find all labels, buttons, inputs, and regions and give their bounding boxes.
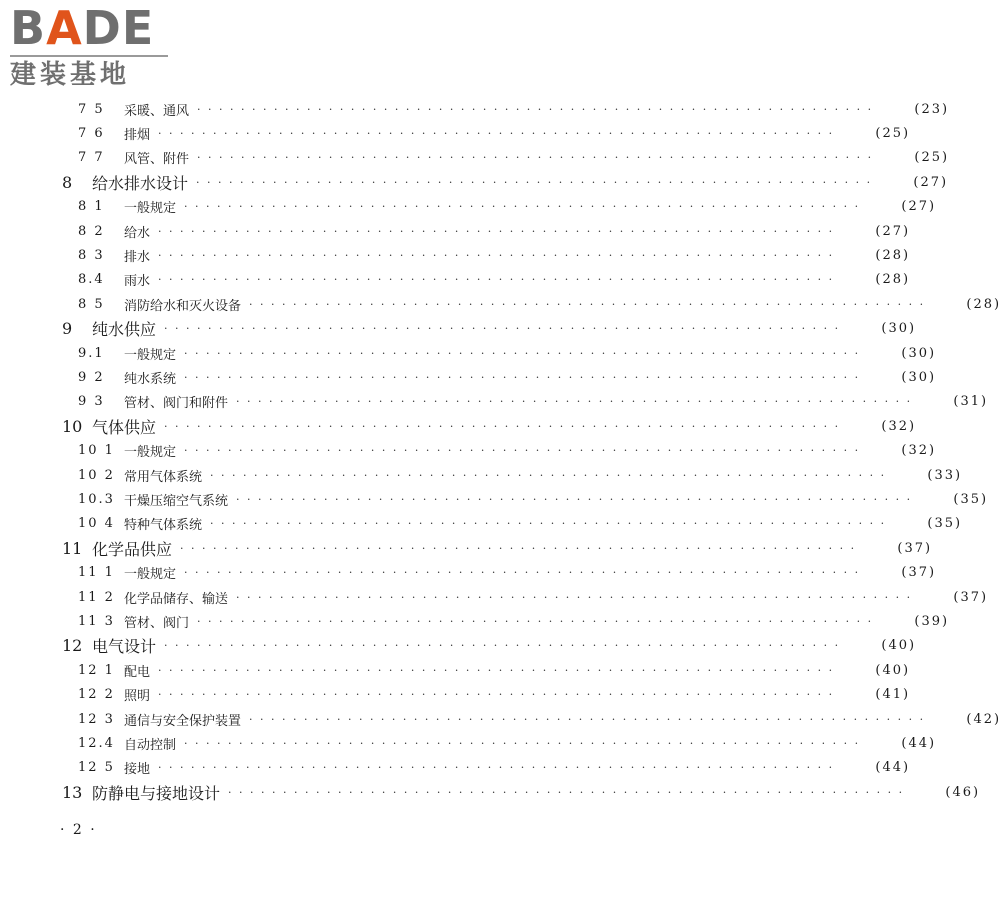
entry-title: 一般规定	[124, 201, 177, 217]
entry-number: 8.4	[78, 272, 105, 288]
toc-section-entry	[0, 707, 1001, 731]
toc-chapter-entry	[0, 317, 917, 341]
entry-title: 特种气体系统	[124, 518, 203, 534]
entry-title: 干燥压缩空气系统	[124, 493, 229, 509]
dot-leader: · · · · · · · · · · · · · · · · · · · · · · · · · · · · · · · · · · · · · · · · · · · · · · · · · · · · · · · · · · · · · ·	[164, 419, 841, 433]
entry-title: 给水排水设计	[92, 173, 189, 193]
dot-leader: · · · · · · · · · · · · · · · · · · · · · · · · · · · · · · · · · · · · · · · · · · · · · · · · · · · · · · · · · · · · · ·	[184, 346, 861, 360]
toc-section-entry	[0, 195, 937, 219]
entry-number: 9.1	[78, 345, 105, 361]
entry-title: 化学品供应	[92, 539, 173, 559]
entry-number: 13	[62, 782, 83, 802]
entry-number: 11 3	[78, 613, 115, 629]
toc-chapter-entry	[0, 780, 981, 804]
toc-section-entry	[0, 97, 950, 121]
entry-page: (37)	[897, 540, 933, 556]
entry-page: (35)	[953, 491, 989, 507]
entry-title: 风管、附件	[124, 152, 190, 168]
dot-leader: · · · · · · · · · · · · · · · · · · · · · · · · · · · · · · · · · · · · · · · · · · · · · · · · · · · · · · · · · · · · · ·	[210, 517, 887, 531]
entry-title: 雨水	[124, 274, 151, 290]
dot-leader: · · · · · · · · · · · · · · · · · · · · · · · · · · · · · · · · · · · · · · · · · · · · · · · · · · · · · · · · · · · · · ·	[158, 688, 835, 702]
dot-leader: · · · · · · · · · · · · · · · · · · · · · · · · · · · · · · · · · · · · · · · · · · · · · · · · · · · · · · · · · · · · · ·	[210, 468, 887, 482]
toc-section-entry	[0, 658, 911, 682]
entry-title: 给水	[124, 225, 151, 241]
page-number: · 2 ·	[60, 822, 97, 838]
entry-page: (30)	[901, 345, 937, 361]
toc-section-entry	[0, 609, 950, 633]
entry-page: (32)	[881, 418, 917, 434]
dot-leader: · · · · · · · · · · · · · · · · · · · · · · · · · · · · · · · · · · · · · · · · · · · · · · · · · · · · · · · · · · · · · ·	[197, 614, 874, 628]
entry-title: 配电	[124, 664, 151, 680]
entry-title: 排烟	[124, 127, 151, 143]
dot-leader: · · · · · · · · · · · · · · · · · · · · · · · · · · · · · · · · · · · · · · · · · · · · · · · · · · · · · · · · · · · · · ·	[164, 639, 841, 653]
entry-page: (31)	[953, 394, 989, 410]
entry-title: 自动控制	[124, 737, 177, 753]
entry-number: 10.3	[78, 491, 115, 507]
entry-number: 8 1	[78, 199, 105, 215]
entry-page: (40)	[875, 662, 911, 678]
dot-leader: · · · · · · · · · · · · · · · · · · · · · · · · · · · · · · · · · · · · · · · · · · · · · · · · · · · · · · · · · · · · · ·	[164, 322, 841, 336]
entry-page: (44)	[901, 735, 937, 751]
entry-number: 8 3	[78, 247, 105, 263]
entry-title: 纯水供应	[92, 320, 157, 340]
entry-number: 7 6	[78, 125, 105, 141]
toc-section-entry	[0, 243, 911, 267]
toc-section-entry	[0, 487, 989, 511]
toc-chapter-entry	[0, 414, 917, 438]
entry-number: 12 2	[78, 687, 115, 703]
logo-subtitle: 建装基地	[10, 60, 131, 90]
entry-title: 排水	[124, 249, 151, 265]
entry-title: 管材、阀门	[124, 615, 190, 631]
entry-page: (37)	[901, 565, 937, 581]
entry-number: 10	[62, 416, 83, 436]
entry-number: 11 2	[78, 589, 115, 605]
entry-page: (28)	[875, 272, 911, 288]
dot-leader: · · · · · · · · · · · · · · · · · · · · · · · · · · · · · · · · · · · · · · · · · · · · · · · · · · · · · · · · · · · · · ·	[196, 175, 873, 189]
toc-section-entry	[0, 439, 937, 463]
toc-section-entry	[0, 146, 950, 170]
toc-section-entry	[0, 585, 989, 609]
entry-number: 9	[62, 319, 73, 339]
entry-page: (46)	[945, 784, 981, 800]
toc-section-entry	[0, 512, 963, 536]
entry-number: 11	[62, 538, 83, 558]
toc-chapter-entry	[0, 634, 917, 658]
entry-page: (35)	[927, 516, 963, 532]
entry-title: 采暖、通风	[124, 103, 190, 119]
entry-number: 7 5	[78, 101, 105, 117]
bade-logo	[10, 2, 180, 94]
entry-number: 8	[62, 172, 73, 192]
entry-number: 10 2	[78, 467, 115, 483]
toc-section-entry	[0, 219, 911, 243]
toc-section-entry	[0, 341, 937, 365]
entry-page: (39)	[914, 613, 950, 629]
entry-page: (33)	[927, 467, 963, 483]
dot-leader: · · · · · · · · · · · · · · · · · · · · · · · · · · · · · · · · · · · · · · · · · · · · · · · · · · · · · · · · · · · · · ·	[197, 102, 874, 116]
entry-number: 9 3	[78, 394, 105, 410]
entry-page: (28)	[875, 247, 911, 263]
logo-wordmark: BADE	[10, 1, 155, 55]
toc-section-entry	[0, 756, 911, 780]
toc-section-entry	[0, 683, 911, 707]
dot-leader: · · · · · · · · · · · · · · · · · · · · · · · · · · · · · · · · · · · · · · · · · · · · · · · · · · · · · · · · · · · · · ·	[184, 370, 861, 384]
entry-page: (30)	[881, 321, 917, 337]
entry-number: 12 1	[78, 662, 115, 678]
dot-leader: · · · · · · · · · · · · · · · · · · · · · · · · · · · · · · · · · · · · · · · · · · · · · · · · · · · · · · · · · · · · · ·	[228, 785, 905, 799]
toc-section-entry	[0, 268, 911, 292]
entry-title: 气体供应	[92, 417, 157, 437]
entry-title: 管材、阀门和附件	[124, 396, 229, 412]
dot-leader: · · · · · · · · · · · · · · · · · · · · · · · · · · · · · · · · · · · · · · · · · · · · · · · · · · · · · · · · · · · · · ·	[236, 395, 913, 409]
entry-title: 纯水系统	[124, 371, 177, 387]
entry-number: 12.4	[78, 735, 115, 751]
entry-page: (30)	[901, 369, 937, 385]
dot-leader: · · · · · · · · · · · · · · · · · · · · · · · · · · · · · · · · · · · · · · · · · · · · · · · · · · · · · · · · · · · · · ·	[184, 444, 861, 458]
toc-section-entry	[0, 121, 911, 145]
entry-title: 照明	[124, 689, 151, 705]
entry-number: 10 4	[78, 516, 115, 532]
dot-leader: · · · · · · · · · · · · · · · · · · · · · · · · · · · · · · · · · · · · · · · · · · · · · · · · · · · · · · · · · · · · · ·	[249, 297, 926, 311]
dot-leader: · · · · · · · · · · · · · · · · · · · · · · · · · · · · · · · · · · · · · · · · · · · · · · · · · · · · · · · · · · · · · ·	[236, 590, 913, 604]
dot-leader: · · · · · · · · · · · · · · · · · · · · · · · · · · · · · · · · · · · · · · · · · · · · · · · · · · · · · · · · · · · · · ·	[158, 224, 835, 238]
entry-title: 消防给水和灭火设备	[124, 298, 242, 314]
entry-title: 防静电与接地设计	[92, 783, 221, 803]
entry-number: 8 2	[78, 223, 105, 239]
entry-page: (40)	[881, 638, 917, 654]
entry-number: 9 2	[78, 369, 105, 385]
entry-number: 12 3	[78, 711, 115, 727]
toc-section-entry	[0, 292, 1001, 316]
dot-leader: · · · · · · · · · · · · · · · · · · · · · · · · · · · · · · · · · · · · · · · · · · · · · · · · · · · · · · · · · · · · · ·	[158, 126, 835, 140]
entry-page: (27)	[913, 174, 949, 190]
entry-number: 8 5	[78, 296, 105, 312]
entry-page: (27)	[901, 199, 937, 215]
entry-number: 7 7	[78, 150, 105, 166]
dot-leader: · · · · · · · · · · · · · · · · · · · · · · · · · · · · · · · · · · · · · · · · · · · · · · · · · · · · · · · · · · · · · ·	[158, 761, 835, 775]
entry-page: (37)	[953, 589, 989, 605]
logo-divider	[10, 55, 168, 57]
toc-section-entry	[0, 365, 937, 389]
entry-title: 一般规定	[124, 567, 177, 583]
dot-leader: · · · · · · · · · · · · · · · · · · · · · · · · · · · · · · · · · · · · · · · · · · · · · · · · · · · · · · · · · · · · · ·	[249, 712, 926, 726]
entry-number: 10 1	[78, 443, 115, 459]
entry-page: (32)	[901, 443, 937, 459]
entry-title: 接地	[124, 762, 151, 778]
entry-title: 电气设计	[92, 637, 157, 657]
entry-page: (42)	[966, 711, 1001, 727]
entry-title: 化学品储存、输送	[124, 591, 229, 607]
entry-page: (25)	[875, 125, 911, 141]
toc-section-entry	[0, 390, 989, 414]
dot-leader: · · · · · · · · · · · · · · · · · · · · · · · · · · · · · · · · · · · · · · · · · · · · · · · · · · · · · · · · · · · · · ·	[236, 492, 913, 506]
entry-number: 12	[62, 636, 83, 656]
dot-leader: · · · · · · · · · · · · · · · · · · · · · · · · · · · · · · · · · · · · · · · · · · · · · · · · · · · · · · · · · · · · · ·	[158, 273, 835, 287]
toc-section-entry	[0, 561, 937, 585]
toc-section-entry	[0, 731, 937, 755]
toc-chapter-entry	[0, 536, 933, 560]
entry-title: 一般规定	[124, 347, 177, 363]
dot-leader: · · · · · · · · · · · · · · · · · · · · · · · · · · · · · · · · · · · · · · · · · · · · · · · · · · · · · · · · · · · · · ·	[184, 566, 861, 580]
dot-leader: · · · · · · · · · · · · · · · · · · · · · · · · · · · · · · · · · · · · · · · · · · · · · · · · · · · · · · · · · · · · · ·	[158, 663, 835, 677]
entry-title: 一般规定	[124, 445, 177, 461]
dot-leader: · · · · · · · · · · · · · · · · · · · · · · · · · · · · · · · · · · · · · · · · · · · · · · · · · · · · · · · · · · · · · ·	[180, 541, 857, 555]
entry-page: (23)	[914, 101, 950, 117]
entry-page: (28)	[966, 296, 1001, 312]
entry-number: 11 1	[78, 565, 115, 581]
entry-title: 通信与安全保护装置	[124, 713, 242, 729]
entry-page: (25)	[914, 150, 950, 166]
entry-page: (44)	[875, 760, 911, 776]
entry-page: (27)	[875, 223, 911, 239]
dot-leader: · · · · · · · · · · · · · · · · · · · · · · · · · · · · · · · · · · · · · · · · · · · · · · · · · · · · · · · · · · · · · ·	[184, 736, 861, 750]
toc-section-entry	[0, 463, 963, 487]
entry-number: 12 5	[78, 760, 115, 776]
dot-leader: · · · · · · · · · · · · · · · · · · · · · · · · · · · · · · · · · · · · · · · · · · · · · · · · · · · · · · · · · · · · · ·	[184, 200, 861, 214]
entry-title: 常用气体系统	[124, 469, 203, 485]
toc-chapter-entry	[0, 170, 949, 194]
dot-leader: · · · · · · · · · · · · · · · · · · · · · · · · · · · · · · · · · · · · · · · · · · · · · · · · · · · · · · · · · · · · · ·	[158, 248, 835, 262]
entry-page: (41)	[875, 687, 911, 703]
dot-leader: · · · · · · · · · · · · · · · · · · · · · · · · · · · · · · · · · · · · · · · · · · · · · · · · · · · · · · · · · · · · · ·	[197, 151, 874, 165]
